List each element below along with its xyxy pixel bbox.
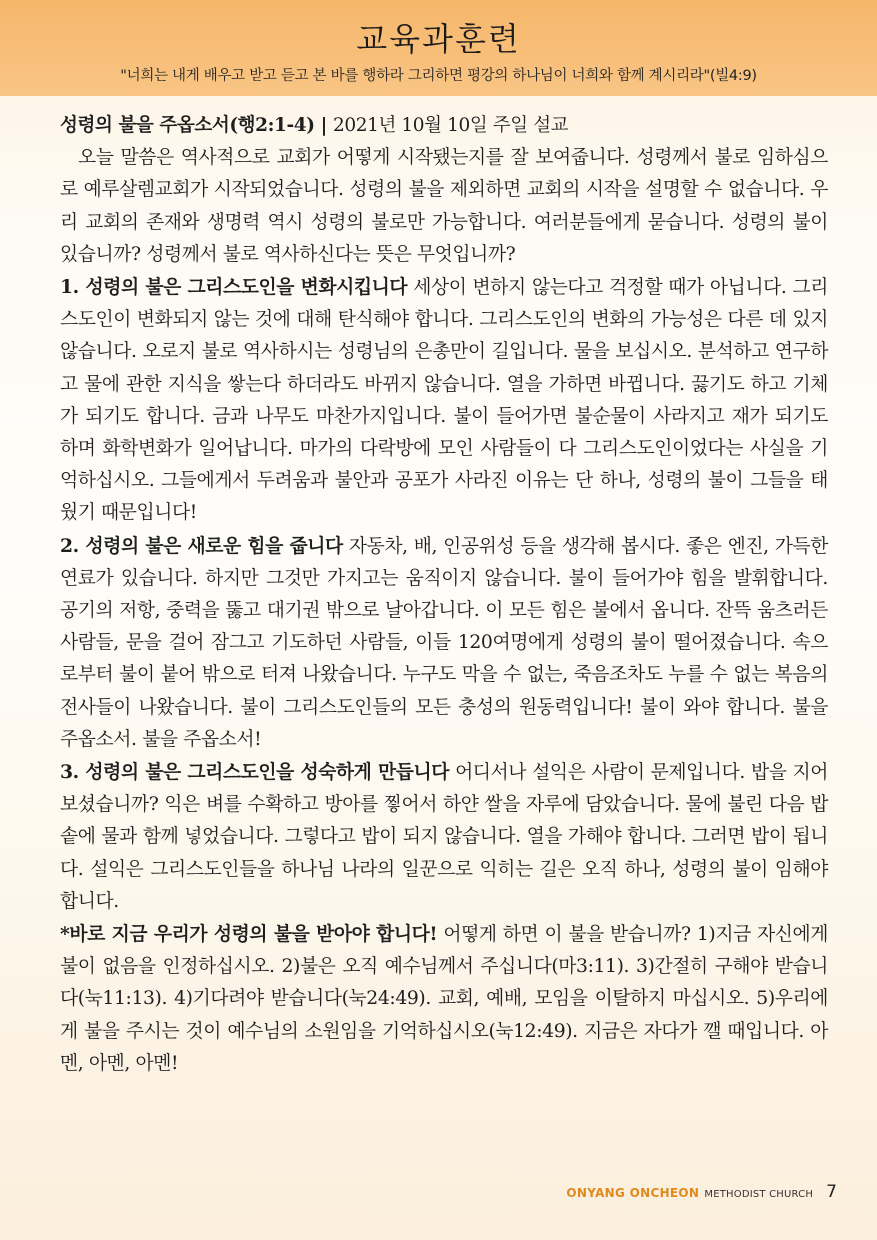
point-3-body: 어디서나 설익은 사람이 문제입니다. 밥을 지어보셨습니까? 익은 벼를 수확하고 방아를 찧어서 하얀 쌀을 자루에 담았습니다. 물에 불린 다음 밥솥에 물과 함께 넣었습니다. 그렇다고 밥이 되지 않습니다. 열을 가해야 합니다. 그러면 밥이 됩니다. 설익은 그리스도인들을 하나님 나라의 일꾼으로 익히는 길은 오직 하나, 성령의 불이 임해야 합니다. — [60, 762, 828, 912]
page-header — [0, 0, 877, 96]
header-verse: "너희는 내게 배우고 받고 듣고 본 바를 행하라 그리하면 평강의 하나님이 너희와 함께 계시리라"(빌4:9) — [120, 68, 757, 84]
church-name: ONYANG ONCHEON — [566, 1186, 700, 1200]
point-3-paragraph — [60, 756, 828, 918]
closing-paragraph — [60, 918, 828, 1080]
page-footer — [566, 1182, 837, 1202]
point-2-paragraph — [60, 530, 828, 756]
point-2-body: 자동차, 배, 인공위성 등을 생각해 봅시다. 좋은 엔진, 가득한 연료가 있습니다. 하지만 그것만 가지고는 움직이지 않습니다. 불이 들어가야 힘을 발휘합니다. 공기의 저항, 중력을 뚫고 대기권 밖으로 날아갑니다. 이 모든 힘은 불에서 옵니다. 잔뜩 움츠러든 사람들, 문을 걸어 잠그고 기도하던 사람들, 이들 120여명에게 성령의 불이 떨어졌습니다. 속으로부터 불이 붙어 밖으로 터져 나왔습니다. 누구도 막을 수 없는, 죽음조차도 누를 수 없는 복음의 전사들이 나왔습니다. 불이 그리스도인들의 모든 충성의 원동력입니다! 불이 와야 합니다. 불을 주옵소서. 불을 주옵소서! — [60, 535, 828, 750]
closing-heading: *바로 지금 우리가 성령의 불을 받아야 합니다! — [60, 923, 438, 946]
point-2-heading: 2. 성령의 불은 새로운 힘을 줍니다 — [60, 534, 343, 557]
church-subtitle: METHODIST CHURCH — [704, 1189, 814, 1200]
point-1-heading: 1. 성령의 불은 그리스도인을 변화시킵니다 — [60, 276, 408, 299]
page-number: 7 — [826, 1182, 837, 1202]
closing-body: 어떻게 하면 이 불을 받습니까? 1)지금 자신에게 불이 없음을 인정하십시오. 2)불은 오직 예수님께서 주십니다(마3:11). 3)간절히 구해야 받습니다(눅11:13). 4)기다려야 받습니다(눅24:49). 교회, 예배, 모임을 이탈하지 마십시오. 5)우리에게 불을 주시는 것이 예수님의 소원임을 기억하십시오(눅12:49). 지금은 자다가 깰 때입니다. 아멘, 아멘, 아멘! — [60, 924, 828, 1074]
point-1-body: 세상이 변하지 않는다고 걱정할 때가 아닙니다. 그리스도인이 변화되지 않는 것에 대해 탄식해야 합니다. 그리스도인의 변화의 가능성은 다른 데 있지 않습니다. 오로지 불로 역사하시는 성령님의 은총만이 길입니다. 물을 보십시오. 분석하고 연구하고 물에 관한 지식을 쌓는다 하더라도 바뀌지 않습니다. 열을 가하면 바뀝니다. 끓기도 하고 기체가 되기도 합니다. 금과 나무도 마찬가지입니다. 불이 들어가면 불순물이 사라지고 재가 되기도 하며 화학변화가 일어납니다. 마가의 다락방에 모인 사람들이 다 그리스도인이었다는 사실을 기억하십시오. 그들에게서 두려움과 불안과 공포가 사라진 이유는 단 하나, 성령의 불이 그들을 태웠기 때문입니다! — [60, 277, 828, 524]
sermon-heading — [60, 110, 828, 142]
sermon-content — [60, 110, 828, 1080]
section-title: 교육과훈련 — [356, 20, 521, 58]
sermon-date: 2021년 10월 10일 주일 설교 — [332, 115, 569, 136]
point-1-paragraph — [60, 271, 828, 530]
intro-paragraph: 오늘 말씀은 역사적으로 교회가 어떻게 시작됐는지를 잘 보여줍니다. 성령께서 불로 임하심으로 예루살렘교회가 시작되었습니다. 성령의 불을 제외하면 교회의 시작을 설명할 수 없습니다. 우리 교회의 존재와 생명력 역시 성령의 불로만 가능합니다. 여러분들에게 묻습니다. 성령의 불이 있습니까? 성령께서 불로 역사하신다는 뜻은 무엇입니까? — [60, 147, 828, 265]
title-separator: | — [320, 115, 327, 136]
sermon-title: 성령의 불을 주옵소서(행2:1-4) — [60, 115, 315, 136]
point-3-heading: 3. 성령의 불은 그리스도인을 성숙하게 만듭니다 — [60, 761, 450, 784]
